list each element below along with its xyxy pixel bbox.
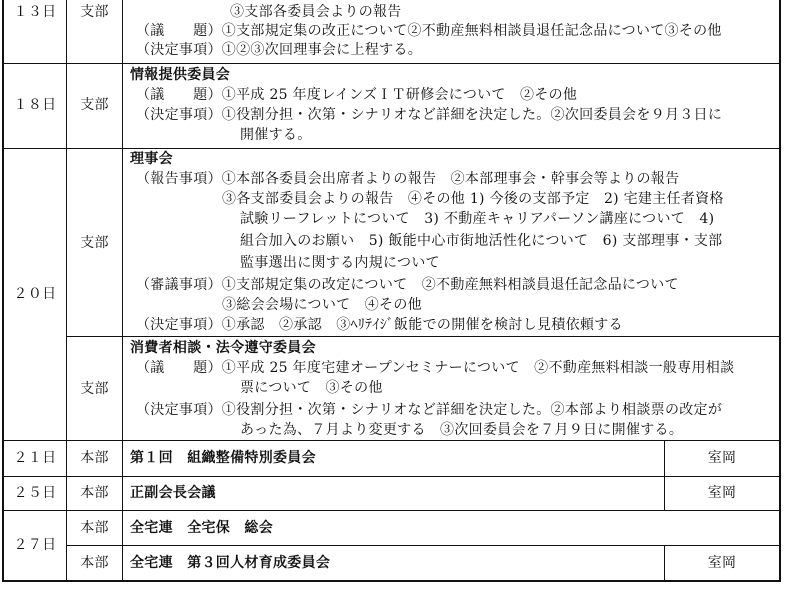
detail-line: （議 題）①平成 25 年度レインズＩＴ研修会について ②その他 — [136, 87, 578, 103]
dept-cell: 本部 — [80, 450, 109, 466]
row-divider — [66, 545, 781, 546]
table-border-bottom — [2, 580, 781, 582]
detail-line: （報告事項）①本部各委員会出席者よりの報告 ②本部理事会・幹事会等よりの報告 — [136, 171, 680, 187]
detail-line: （決定事項）①役割分担・次第・シナリオなど詳細を決定した。②次回委員会を９月３日に — [136, 107, 723, 123]
table-border-right — [779, 0, 781, 581]
row-divider — [2, 476, 781, 477]
dept-cell: 支部 — [80, 4, 109, 20]
detail-line: 票について ③その他 — [240, 380, 383, 396]
row-divider — [2, 440, 781, 441]
row-divider — [2, 63, 781, 64]
day-cell: ２１日 — [13, 450, 57, 466]
row-divider — [2, 510, 781, 511]
dept-cell: 支部 — [80, 381, 109, 397]
detail-line: 試験リーフレットについて 3) 不動産キャリアパーソン講座について 4) — [240, 211, 715, 227]
dept-cell: 本部 — [80, 520, 109, 536]
detail-line: あった為、７月より変更する ③次回委員会を７月９日に開催する。 — [240, 422, 684, 438]
meeting-title: 全宅連 第３回人材育成委員会 — [130, 555, 331, 571]
detail-line: ③総会会場について ④その他 — [222, 297, 422, 313]
detail-line: （決定事項）①役割分担・次第・シナリオなど詳細を決定した。②本部より相談票の改定が — [136, 402, 723, 418]
detail-line: 組合加入のお願い 5) 飯能中心市街地活性化について 6) 支部理事・支部 — [240, 233, 723, 249]
dept-cell: 支部 — [80, 235, 109, 251]
meeting-title: 消費者相談・法令遵守委員会 — [130, 340, 316, 356]
detail-line: （議 題）①平成 25 年度宅建オープンセミナーについて ②不動産無料相談一般専用相談 — [136, 360, 735, 376]
day-cell: ２５日 — [13, 485, 57, 501]
meeting-title: 理事会 — [130, 151, 173, 167]
row-divider — [66, 336, 781, 337]
detail-line: （決定事項）①②③次回理事会に上程する。 — [136, 42, 422, 58]
meeting-title: 第１回 組織整備特別委員会 — [130, 450, 316, 466]
person-cell: 室岡 — [707, 485, 737, 501]
day-cell: １３日 — [13, 4, 57, 20]
person-cell: 室岡 — [707, 450, 737, 466]
day-cell: ２７日 — [13, 537, 57, 553]
detail-line: ③支部各委員会よりの報告 — [230, 4, 402, 20]
detail-line: （審議事項）①支部規定集の改定について ②不動産無料相談員退任記念品について — [136, 277, 679, 293]
person-cell: 室岡 — [707, 555, 737, 571]
detail-line: （議 題）①支部規定集の改正について②不動産無料相談員退任記念品について③その他 — [136, 23, 722, 39]
detail-line: ③各支部委員会よりの報告 ④その他 1) 今後の支部予定 2) 宅建主任者資格 — [222, 191, 724, 207]
meeting-title: 情報提供委員会 — [130, 67, 231, 83]
detail-line: 開催する。 — [240, 127, 312, 143]
row-divider — [2, 148, 781, 149]
day-cell: ２０日 — [13, 286, 57, 302]
dept-cell: 本部 — [80, 485, 109, 501]
meeting-title: 全宅連 全宅保 総会 — [130, 520, 273, 536]
day-cell: １８日 — [13, 97, 57, 113]
dept-cell: 本部 — [80, 555, 109, 571]
column-divider-dept — [122, 0, 123, 581]
meeting-title: 正副会長会議 — [130, 485, 216, 501]
detail-line: 監事選出に関する内規について — [240, 255, 440, 271]
detail-line: （決定事項）①承認 ②承認 ③ﾍﾘﾃｲｼﾞ飯能での開催を検討し見積依頼する — [136, 317, 623, 333]
dept-cell: 支部 — [80, 97, 109, 113]
